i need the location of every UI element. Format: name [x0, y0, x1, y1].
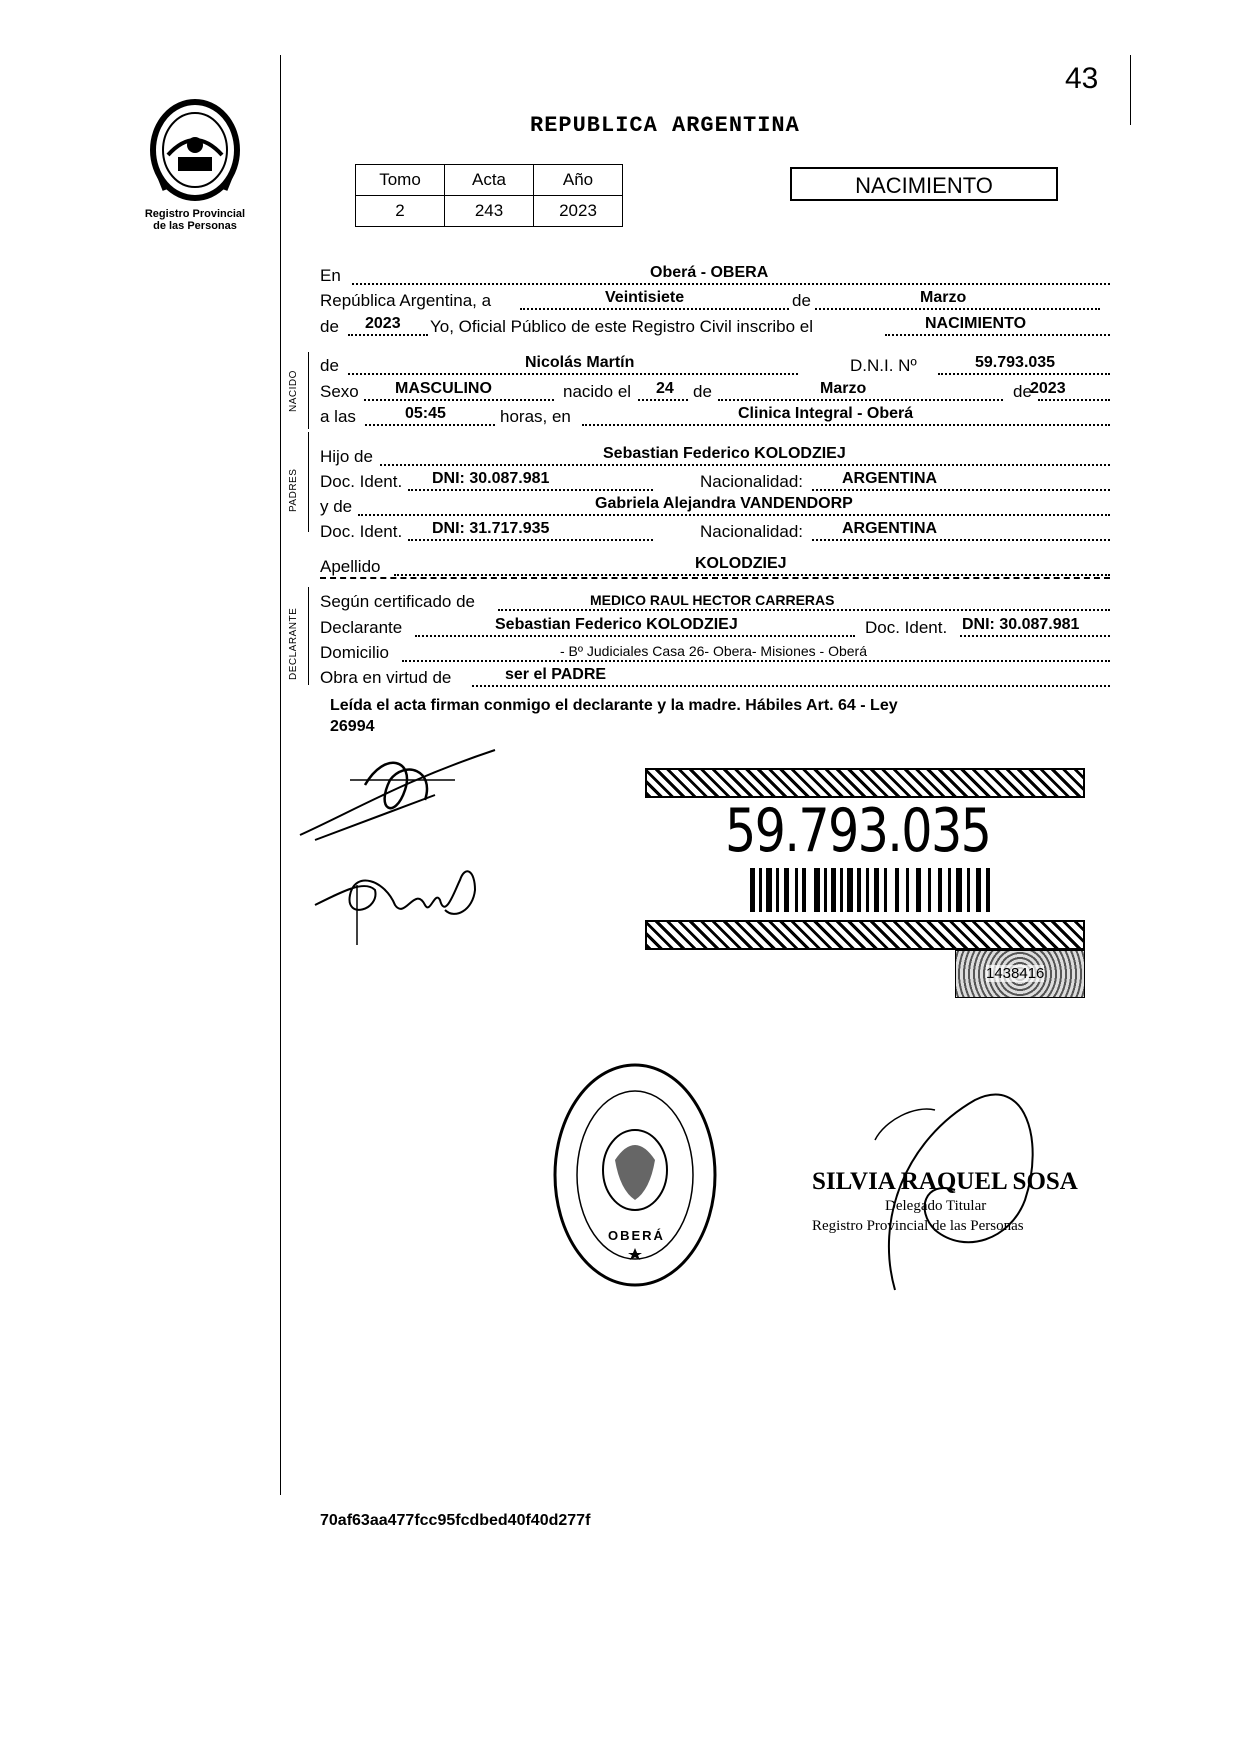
record-type-box: NACIMIENTO: [790, 167, 1058, 201]
madre-doc-label: Doc. Ident.: [320, 522, 403, 541]
line-obra: [320, 664, 1110, 690]
declarante-doc-label: Doc. Ident.: [865, 618, 948, 637]
hora-value: 05:45: [405, 405, 446, 422]
nacido-mes-value: Marzo: [820, 380, 867, 397]
de-label: de: [792, 291, 811, 310]
y-de-label: y de: [320, 497, 353, 516]
line-en: [320, 262, 1110, 288]
seal-city: OBERÁ: [608, 1228, 665, 1243]
nacido-el-label: nacido el: [563, 382, 632, 401]
declarante-label: Declarante: [320, 618, 403, 637]
line-declarante: [320, 614, 1110, 640]
padre-doc-value: DNI: 30.087.981: [432, 470, 550, 487]
anio-label: Año: [534, 165, 623, 196]
closing-text: [330, 695, 1110, 737]
sticker-pattern-top: [645, 768, 1085, 798]
handwritten-signature-2: [305, 850, 485, 950]
line-padre-doc: [320, 468, 1110, 494]
apellido-value: KOLODZIEJ: [695, 555, 787, 572]
anio-value: 2023: [365, 315, 401, 332]
line-domicilio: [320, 639, 1110, 665]
line-padre: [320, 443, 1110, 469]
logo-caption-1: Registro Provincial: [144, 208, 246, 220]
closing-line-2: 26994: [330, 718, 375, 735]
barcode-icon: [750, 868, 995, 912]
domicilio-label: Domicilio: [320, 643, 389, 662]
apellido-label: Apellido: [320, 557, 381, 576]
padre-doc-label: Doc. Ident.: [320, 472, 403, 491]
acta-value: 243: [445, 196, 534, 227]
sticker-hologram: [955, 950, 1085, 998]
closing-line-1: Leída el acta firman conmigo el declarante y la madre. Hábiles Art. 64 - Ley: [330, 697, 898, 714]
sticker-dni-number: 59.793.035: [725, 796, 991, 866]
document-title: REPUBLICA ARGENTINA: [530, 113, 800, 138]
lugar-value: Oberá - OBERA: [650, 264, 769, 281]
province-seal-icon: [140, 95, 250, 205]
line-madre: [320, 493, 1110, 519]
line-madre-doc: [320, 518, 1110, 544]
obra-label: Obra en virtud de: [320, 668, 452, 687]
padre-value: Sebastian Federico KOLODZIEJ: [603, 445, 846, 462]
signatory-name: SILVIA RAQUEL SOSA: [812, 1168, 1078, 1195]
madre-nac-value: ARGENTINA: [842, 520, 938, 537]
padres-section-label: PADRES: [288, 468, 299, 512]
sexo-value: MASCULINO: [395, 380, 492, 397]
line-certificado: [320, 588, 1110, 614]
hijo-de-label: Hijo de: [320, 447, 373, 466]
yo-label: Yo, Oficial Público de este Registro Civil inscribo el: [430, 317, 813, 336]
declarante-value: Sebastian Federico KOLODZIEJ: [495, 616, 738, 633]
sticker-pattern-bottom: [645, 920, 1085, 950]
horas-en-label: horas, en: [500, 407, 571, 426]
nombre-value: Nicolás Martín: [525, 354, 635, 371]
document-hash: 70af63aa477fcc95fcdbed40f40d277f: [320, 1512, 591, 1529]
logo-caption-2: de las Personas: [153, 220, 237, 232]
declarante-doc-value: DNI: 30.087.981: [962, 616, 1080, 633]
line-sexo: [320, 378, 1110, 404]
padre-nac-label: Nacionalidad:: [700, 472, 804, 491]
province-logo: [140, 95, 250, 232]
padre-nac-value: ARGENTINA: [842, 470, 938, 487]
line-fecha: [320, 287, 1110, 313]
nacido-de3-label: de: [1013, 382, 1032, 401]
madre-value: Gabriela Alejandra VANDENDORP: [595, 495, 853, 512]
nacido-de-label: de: [320, 356, 339, 375]
nacido-lugar-value: Clinica Integral - Oberá: [738, 405, 914, 422]
alas-label: a las: [320, 407, 356, 426]
madre-doc-value: DNI: 31.717.935: [432, 520, 550, 537]
acta-label: Acta: [445, 165, 534, 196]
tomo-value: 2: [356, 196, 445, 227]
nacido-anio-value: 2023: [1030, 380, 1066, 397]
tomo-label: Tomo: [356, 165, 445, 196]
inscribo-value: NACIMIENTO: [925, 315, 1027, 332]
id-sticker: [645, 768, 1085, 998]
de2-label: de: [320, 317, 339, 336]
domicilio-value: - Bº Judiciales Casa 26- Obera- Misiones - Oberá: [560, 643, 868, 659]
anio-value: 2023: [534, 196, 623, 227]
handwritten-signature-1: [295, 740, 505, 850]
line-nombre: [320, 352, 1110, 378]
line-hora: [320, 403, 1110, 429]
signatory-role: Delegado Titular: [885, 1198, 987, 1214]
official-seal: [550, 1060, 720, 1290]
dia-value: 24: [656, 380, 674, 397]
certificado-label: Según certificado de: [320, 592, 475, 611]
mes-value: Marzo: [920, 289, 967, 306]
madre-nac-label: Nacionalidad:: [700, 522, 804, 541]
en-label: En: [320, 266, 341, 285]
nacido-dni-value: 59.793.035: [975, 354, 1056, 371]
registry-seal-icon: [550, 1060, 720, 1290]
sexo-label: Sexo: [320, 382, 359, 401]
sticker-code: 1438416: [986, 965, 1045, 982]
republica-label: República Argentina, a: [320, 291, 492, 310]
page-number: 43: [1065, 62, 1099, 95]
left-margin-rule: [280, 55, 281, 1495]
nacido-de2-label: de: [693, 382, 712, 401]
dni-label: D.N.I. Nº: [850, 356, 917, 375]
obra-value: ser el PADRE: [505, 666, 607, 683]
certificado-value: MEDICO RAUL HECTOR CARRERAS: [590, 592, 835, 608]
line-anio: [320, 313, 1110, 339]
tomo-acta-anio-table: [355, 164, 623, 227]
signatory-office: Registro Provincial de las Personas: [812, 1218, 1024, 1234]
right-margin-rule: [1130, 55, 1131, 125]
line-apellido: [320, 553, 1110, 579]
declarante-section-label: DECLARANTE: [288, 607, 299, 680]
dia-letras-value: Veintisiete: [605, 289, 685, 306]
nacido-section-label: NACIDO: [288, 370, 299, 412]
